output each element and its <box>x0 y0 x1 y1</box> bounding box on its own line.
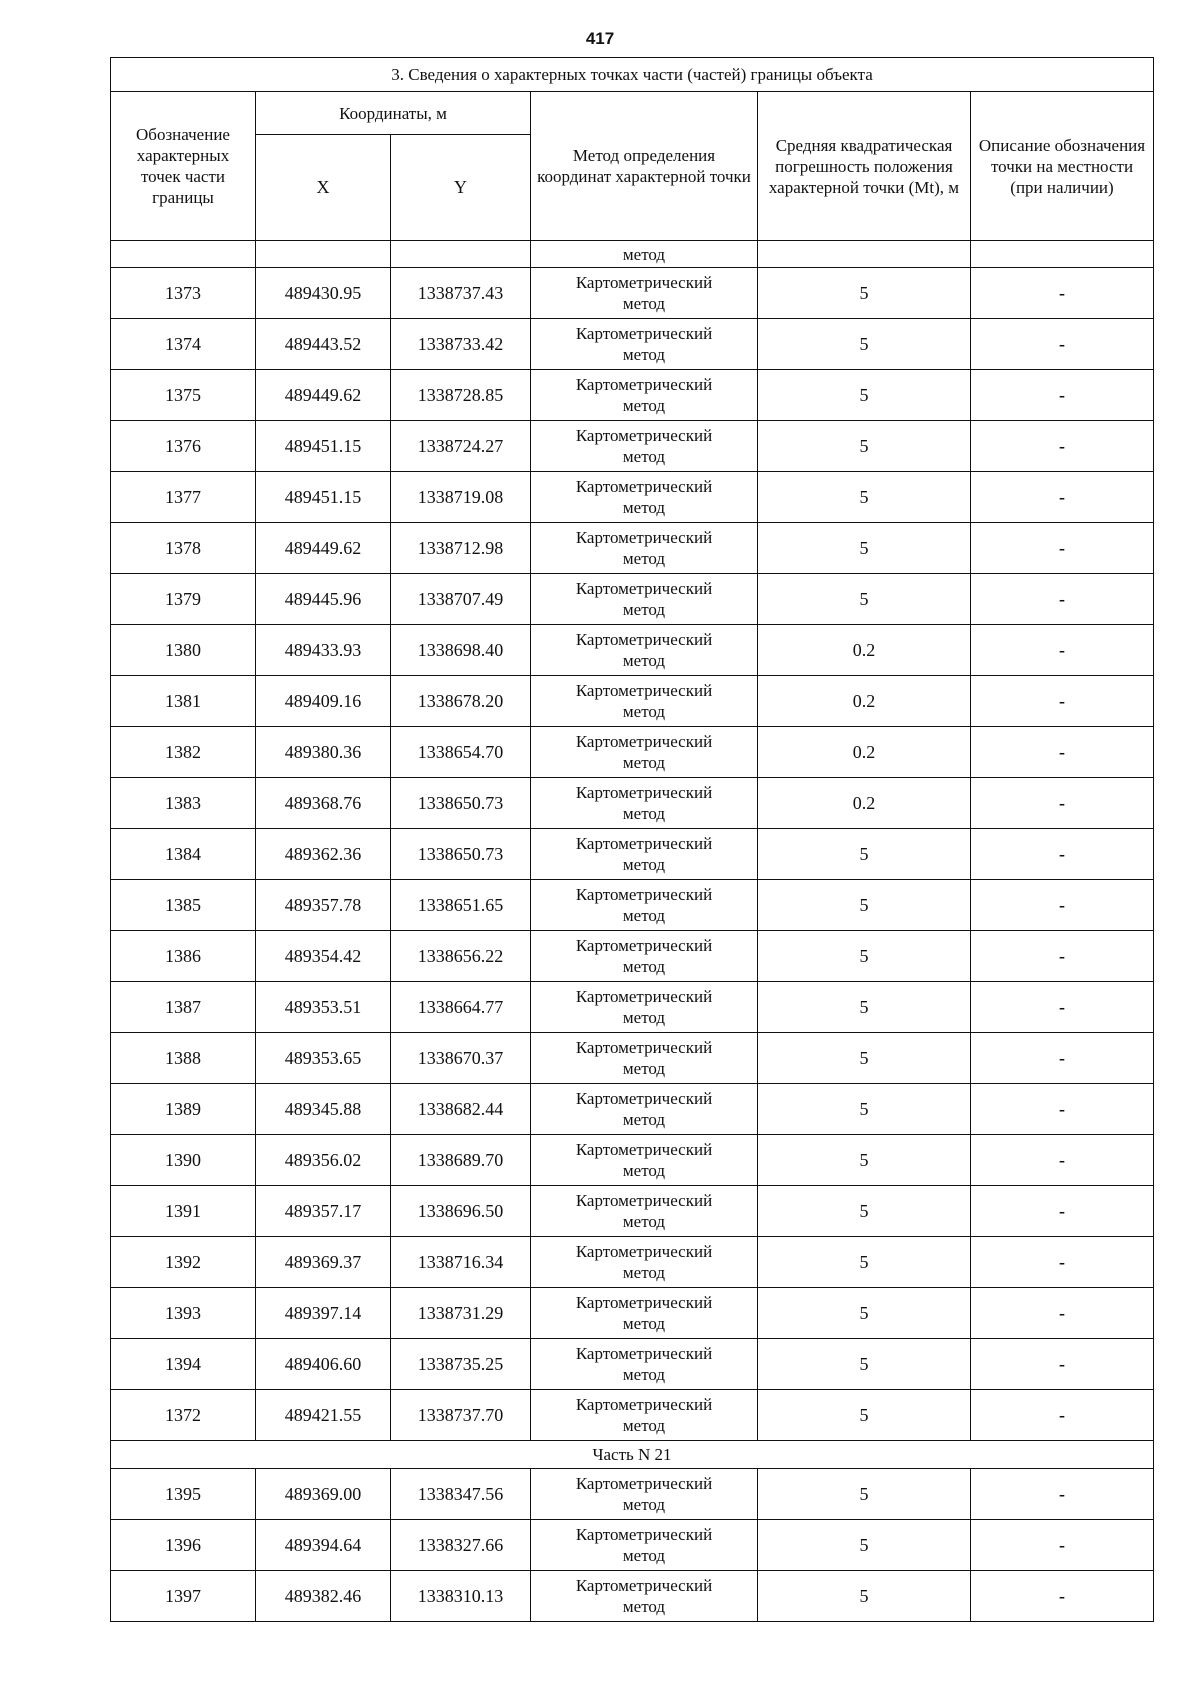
method-line-2: метод <box>622 1212 666 1231</box>
method-line-1: Картометрический <box>575 987 713 1006</box>
description-cell: - <box>971 1469 1154 1520</box>
description-cell: - <box>971 1084 1154 1135</box>
method-cell <box>531 1390 758 1441</box>
point-id-cell: 1396 <box>111 1520 256 1571</box>
y-coordinate-cell: 1338310.13 <box>391 1571 531 1622</box>
method-line-2: метод <box>622 804 666 823</box>
method-cell <box>531 1237 758 1288</box>
x-coordinate-cell: 489430.95 <box>256 268 391 319</box>
error-cell: 5 <box>758 1288 971 1339</box>
table-row <box>111 268 1154 319</box>
method-line-1: Картометрический <box>575 1344 713 1363</box>
error-cell: 5 <box>758 982 971 1033</box>
error-cell: 5 <box>758 574 971 625</box>
error-cell: 5 <box>758 1469 971 1520</box>
point-id-cell: 1377 <box>111 472 256 523</box>
table-row <box>111 1084 1154 1135</box>
method-line-1: Картометрический <box>575 885 713 904</box>
method-cell <box>531 778 758 829</box>
method-cell <box>531 370 758 421</box>
table-row <box>111 1571 1154 1622</box>
point-id-cell: 1379 <box>111 574 256 625</box>
x-coordinate-cell: 489362.36 <box>256 829 391 880</box>
table-row <box>111 1339 1154 1390</box>
method-cell <box>531 1033 758 1084</box>
error-cell: 5 <box>758 319 971 370</box>
description-cell: - <box>971 880 1154 931</box>
method-cell <box>531 1084 758 1135</box>
x-coordinate-cell: 489357.78 <box>256 880 391 931</box>
x-coordinate-cell: 489451.15 <box>256 472 391 523</box>
x-coordinate-cell: 489433.93 <box>256 625 391 676</box>
description-cell: - <box>971 574 1154 625</box>
x-coordinate-cell: 489357.17 <box>256 1186 391 1237</box>
description-cell: - <box>971 727 1154 778</box>
y-coordinate-cell: 1338650.73 <box>391 829 531 880</box>
error-cell: 5 <box>758 370 971 421</box>
method-cell <box>531 268 758 319</box>
table-row <box>111 625 1154 676</box>
x-coordinate-cell: 489394.64 <box>256 1520 391 1571</box>
method-cell <box>531 1339 758 1390</box>
method-line-1: Картометрический <box>575 1525 713 1544</box>
table-row <box>111 472 1154 523</box>
continuation-row <box>111 241 1154 268</box>
method-line-2: метод <box>622 1365 666 1384</box>
table-row <box>111 1469 1154 1520</box>
point-id-cell: 1394 <box>111 1339 256 1390</box>
method-line-2: метод <box>622 1495 666 1514</box>
description-cell: - <box>971 472 1154 523</box>
method-cell <box>531 727 758 778</box>
point-id-cell: 1395 <box>111 1469 256 1520</box>
method-line-1: Картометрический <box>575 1191 713 1210</box>
method-line-1: Картометрический <box>575 732 713 751</box>
table-row <box>111 319 1154 370</box>
method-line-1: Картометрический <box>575 1576 713 1595</box>
description-cell: - <box>971 1186 1154 1237</box>
method-cell <box>531 625 758 676</box>
error-cell: 5 <box>758 1571 971 1622</box>
method-cell <box>531 880 758 931</box>
description-cell: - <box>971 1135 1154 1186</box>
y-coordinate-cell: 1338678.20 <box>391 676 531 727</box>
x-coordinate-cell: 489369.00 <box>256 1469 391 1520</box>
part-separator-row <box>111 1441 1154 1469</box>
method-line-1: Картометрический <box>575 936 713 955</box>
method-cell <box>531 676 758 727</box>
point-id-cell: 1381 <box>111 676 256 727</box>
error-cell: 5 <box>758 421 971 472</box>
error-cell: 5 <box>758 880 971 931</box>
method-cell <box>531 523 758 574</box>
y-coordinate-cell: 1338347.56 <box>391 1469 531 1520</box>
x-coordinate-cell: 489354.42 <box>256 931 391 982</box>
method-line-1: Картометрический <box>575 1474 713 1493</box>
method-line-2: метод <box>622 1546 666 1565</box>
table-row <box>111 1135 1154 1186</box>
table-row <box>111 1186 1154 1237</box>
method-cell <box>531 421 758 472</box>
y-coordinate-cell: 1338327.66 <box>391 1520 531 1571</box>
y-coordinate-cell: 1338735.25 <box>391 1339 531 1390</box>
point-id-cell: 1390 <box>111 1135 256 1186</box>
description-cell: - <box>971 1520 1154 1571</box>
point-id-cell: 1397 <box>111 1571 256 1622</box>
description-cell: - <box>971 982 1154 1033</box>
y-coordinate-cell: 1338712.98 <box>391 523 531 574</box>
method-cell <box>531 829 758 880</box>
x-coordinate-cell: 489382.46 <box>256 1571 391 1622</box>
part-label: Часть N 21 <box>111 1441 1154 1469</box>
table-row <box>111 370 1154 421</box>
description-cell: - <box>971 370 1154 421</box>
method-cell <box>531 1186 758 1237</box>
method-line-2: метод <box>622 1263 666 1282</box>
point-id-cell: 1382 <box>111 727 256 778</box>
point-id-cell: 1372 <box>111 1390 256 1441</box>
method-line-1: Картометрический <box>575 630 713 649</box>
table-row <box>111 523 1154 574</box>
table-row <box>111 676 1154 727</box>
method-cell <box>531 1288 758 1339</box>
method-line-1: Картометрический <box>575 528 713 547</box>
method-line-1: Картометрический <box>575 1140 713 1159</box>
x-coordinate-cell: 489409.16 <box>256 676 391 727</box>
point-id-cell: 1380 <box>111 625 256 676</box>
method-line-2: метод <box>622 855 666 874</box>
characteristic-points-table <box>110 57 1154 1622</box>
y-coordinate-cell: 1338650.73 <box>391 778 531 829</box>
header-description: Описание обозначения точки на местности (при наличии) <box>971 92 1154 241</box>
y-coordinate-cell: 1338707.49 <box>391 574 531 625</box>
x-coordinate-cell: 489356.02 <box>256 1135 391 1186</box>
point-id-cell: 1384 <box>111 829 256 880</box>
description-cell: - <box>971 778 1154 829</box>
method-line-2: метод <box>622 1059 666 1078</box>
y-coordinate-cell: 1338696.50 <box>391 1186 531 1237</box>
error-cell: 5 <box>758 1520 971 1571</box>
error-cell: 5 <box>758 931 971 982</box>
method-line-1: Картометрический <box>575 1293 713 1312</box>
method-line-1: Картометрический <box>575 1089 713 1108</box>
error-cell: 5 <box>758 268 971 319</box>
method-line-1: Картометрический <box>575 579 713 598</box>
point-id-cell: 1373 <box>111 268 256 319</box>
method-line-1: Картометрический <box>575 1242 713 1261</box>
table-row <box>111 1237 1154 1288</box>
description-cell: - <box>971 1288 1154 1339</box>
method-cell <box>531 1469 758 1520</box>
method-line-1: Картометрический <box>575 324 713 343</box>
table-row <box>111 1033 1154 1084</box>
description-cell: - <box>971 523 1154 574</box>
y-coordinate-cell: 1338724.27 <box>391 421 531 472</box>
method-line-1: Картометрический <box>575 1038 713 1057</box>
y-coordinate-cell: 1338737.43 <box>391 268 531 319</box>
x-coordinate-cell: 489380.36 <box>256 727 391 778</box>
table-row <box>111 421 1154 472</box>
method-line-2: метод <box>622 957 666 976</box>
header-y: Y <box>391 135 531 241</box>
method-line-1: Картометрический <box>575 1395 713 1414</box>
table-row <box>111 829 1154 880</box>
method-line-1: Картометрический <box>575 375 713 394</box>
method-line-1: Картометрический <box>575 426 713 445</box>
point-id-cell: 1393 <box>111 1288 256 1339</box>
y-coordinate-cell: 1338651.65 <box>391 880 531 931</box>
method-line-2: метод <box>622 396 666 415</box>
method-line-1: Картометрический <box>575 681 713 700</box>
y-coordinate-cell: 1338670.37 <box>391 1033 531 1084</box>
method-line-2: метод <box>622 906 666 925</box>
x-coordinate-cell: 489368.76 <box>256 778 391 829</box>
y-coordinate-cell: 1338682.44 <box>391 1084 531 1135</box>
header-error: Средняя квадратическая погрешность положения характерной точки (Mt), м <box>758 92 971 241</box>
method-line-2: метод <box>622 1161 666 1180</box>
y-coordinate-cell: 1338716.34 <box>391 1237 531 1288</box>
point-id-cell: 1388 <box>111 1033 256 1084</box>
error-cell: 5 <box>758 829 971 880</box>
header-designation: Обозначение характерных точек части границы <box>111 92 256 241</box>
point-id-cell: 1386 <box>111 931 256 982</box>
error-cell: 5 <box>758 523 971 574</box>
point-id-cell: 1391 <box>111 1186 256 1237</box>
method-cell <box>531 1520 758 1571</box>
error-cell: 5 <box>758 1339 971 1390</box>
method-line-1: Картометрический <box>575 834 713 853</box>
table-row <box>111 778 1154 829</box>
x-coordinate-cell: 489421.55 <box>256 1390 391 1441</box>
y-coordinate-cell: 1338733.42 <box>391 319 531 370</box>
header-method: Метод определения координат характерной точки <box>531 92 758 241</box>
method-line-2: метод <box>622 600 666 619</box>
header-coordinates: Координаты, м <box>256 92 531 135</box>
error-cell: 5 <box>758 472 971 523</box>
table-row <box>111 982 1154 1033</box>
x-coordinate-cell: 489369.37 <box>256 1237 391 1288</box>
point-id-cell: 1392 <box>111 1237 256 1288</box>
y-coordinate-cell: 1338737.70 <box>391 1390 531 1441</box>
description-cell: - <box>971 268 1154 319</box>
description-cell: - <box>971 421 1154 472</box>
table-row <box>111 880 1154 931</box>
method-cell <box>531 982 758 1033</box>
description-cell: - <box>971 1237 1154 1288</box>
error-cell: 5 <box>758 1084 971 1135</box>
table-row <box>111 931 1154 982</box>
point-id-cell: 1375 <box>111 370 256 421</box>
method-cell <box>531 574 758 625</box>
method-line-1: Картометрический <box>575 477 713 496</box>
y-coordinate-cell: 1338728.85 <box>391 370 531 421</box>
x-coordinate-cell: 489445.96 <box>256 574 391 625</box>
x-coordinate-cell: 489406.60 <box>256 1339 391 1390</box>
y-coordinate-cell: 1338698.40 <box>391 625 531 676</box>
point-id-cell: 1389 <box>111 1084 256 1135</box>
method-cell <box>531 1135 758 1186</box>
description-cell: - <box>971 829 1154 880</box>
error-cell: 5 <box>758 1135 971 1186</box>
method-line-2: метод <box>622 498 666 517</box>
x-coordinate-cell: 489353.65 <box>256 1033 391 1084</box>
method-line-2: метод <box>622 702 666 721</box>
method-line-2: метод <box>622 753 666 772</box>
error-cell: 0.2 <box>758 625 971 676</box>
error-cell: 5 <box>758 1033 971 1084</box>
method-cell <box>531 472 758 523</box>
point-id-cell: 1376 <box>111 421 256 472</box>
table-row <box>111 1288 1154 1339</box>
method-line-1: Картометрический <box>575 273 713 292</box>
y-coordinate-cell: 1338654.70 <box>391 727 531 778</box>
method-line-2: метод <box>622 294 666 313</box>
x-coordinate-cell: 489449.62 <box>256 523 391 574</box>
description-cell: - <box>971 1571 1154 1622</box>
method-cell <box>531 1571 758 1622</box>
page-number: 417 <box>585 29 615 48</box>
description-cell: - <box>971 319 1154 370</box>
y-coordinate-cell: 1338719.08 <box>391 472 531 523</box>
y-coordinate-cell: 1338689.70 <box>391 1135 531 1186</box>
table-row <box>111 574 1154 625</box>
description-cell: - <box>971 931 1154 982</box>
header-x: X <box>256 135 391 241</box>
table-row <box>111 1520 1154 1571</box>
error-cell: 0.2 <box>758 778 971 829</box>
x-coordinate-cell: 489449.62 <box>256 370 391 421</box>
description-cell: - <box>971 1339 1154 1390</box>
point-id-cell: 1374 <box>111 319 256 370</box>
error-cell: 5 <box>758 1186 971 1237</box>
point-id-cell: 1385 <box>111 880 256 931</box>
y-coordinate-cell: 1338656.22 <box>391 931 531 982</box>
y-coordinate-cell: 1338664.77 <box>391 982 531 1033</box>
point-id-cell: 1383 <box>111 778 256 829</box>
error-cell: 5 <box>758 1390 971 1441</box>
x-coordinate-cell: 489397.14 <box>256 1288 391 1339</box>
point-id-cell: 1378 <box>111 523 256 574</box>
table-row <box>111 1390 1154 1441</box>
error-cell: 0.2 <box>758 676 971 727</box>
x-coordinate-cell: 489353.51 <box>256 982 391 1033</box>
y-coordinate-cell: 1338731.29 <box>391 1288 531 1339</box>
method-line-1: Картометрический <box>575 783 713 802</box>
method-line-2: метод <box>622 345 666 364</box>
x-coordinate-cell: 489345.88 <box>256 1084 391 1135</box>
table-row <box>111 727 1154 778</box>
x-coordinate-cell: 489451.15 <box>256 421 391 472</box>
error-cell: 5 <box>758 1237 971 1288</box>
method-line-2: метод <box>622 1110 666 1129</box>
description-cell: - <box>971 1033 1154 1084</box>
method-cell <box>531 931 758 982</box>
description-cell: - <box>971 625 1154 676</box>
description-cell: - <box>971 676 1154 727</box>
method-cell <box>531 319 758 370</box>
point-id-cell: 1387 <box>111 982 256 1033</box>
method-line-2: метод <box>622 447 666 466</box>
method-line-2: метод <box>622 1314 666 1333</box>
method-line-2: метод <box>622 1416 666 1435</box>
method-line-2: метод <box>622 1008 666 1027</box>
continuation-method: метод <box>531 241 758 268</box>
error-cell: 0.2 <box>758 727 971 778</box>
x-coordinate-cell: 489443.52 <box>256 319 391 370</box>
description-cell: - <box>971 1390 1154 1441</box>
method-line-2: метод <box>622 549 666 568</box>
method-line-2: метод <box>622 651 666 670</box>
method-line-2: метод <box>622 1597 666 1616</box>
table-title: 3. Сведения о характерных точках части (частей) границы объекта <box>111 58 1154 92</box>
